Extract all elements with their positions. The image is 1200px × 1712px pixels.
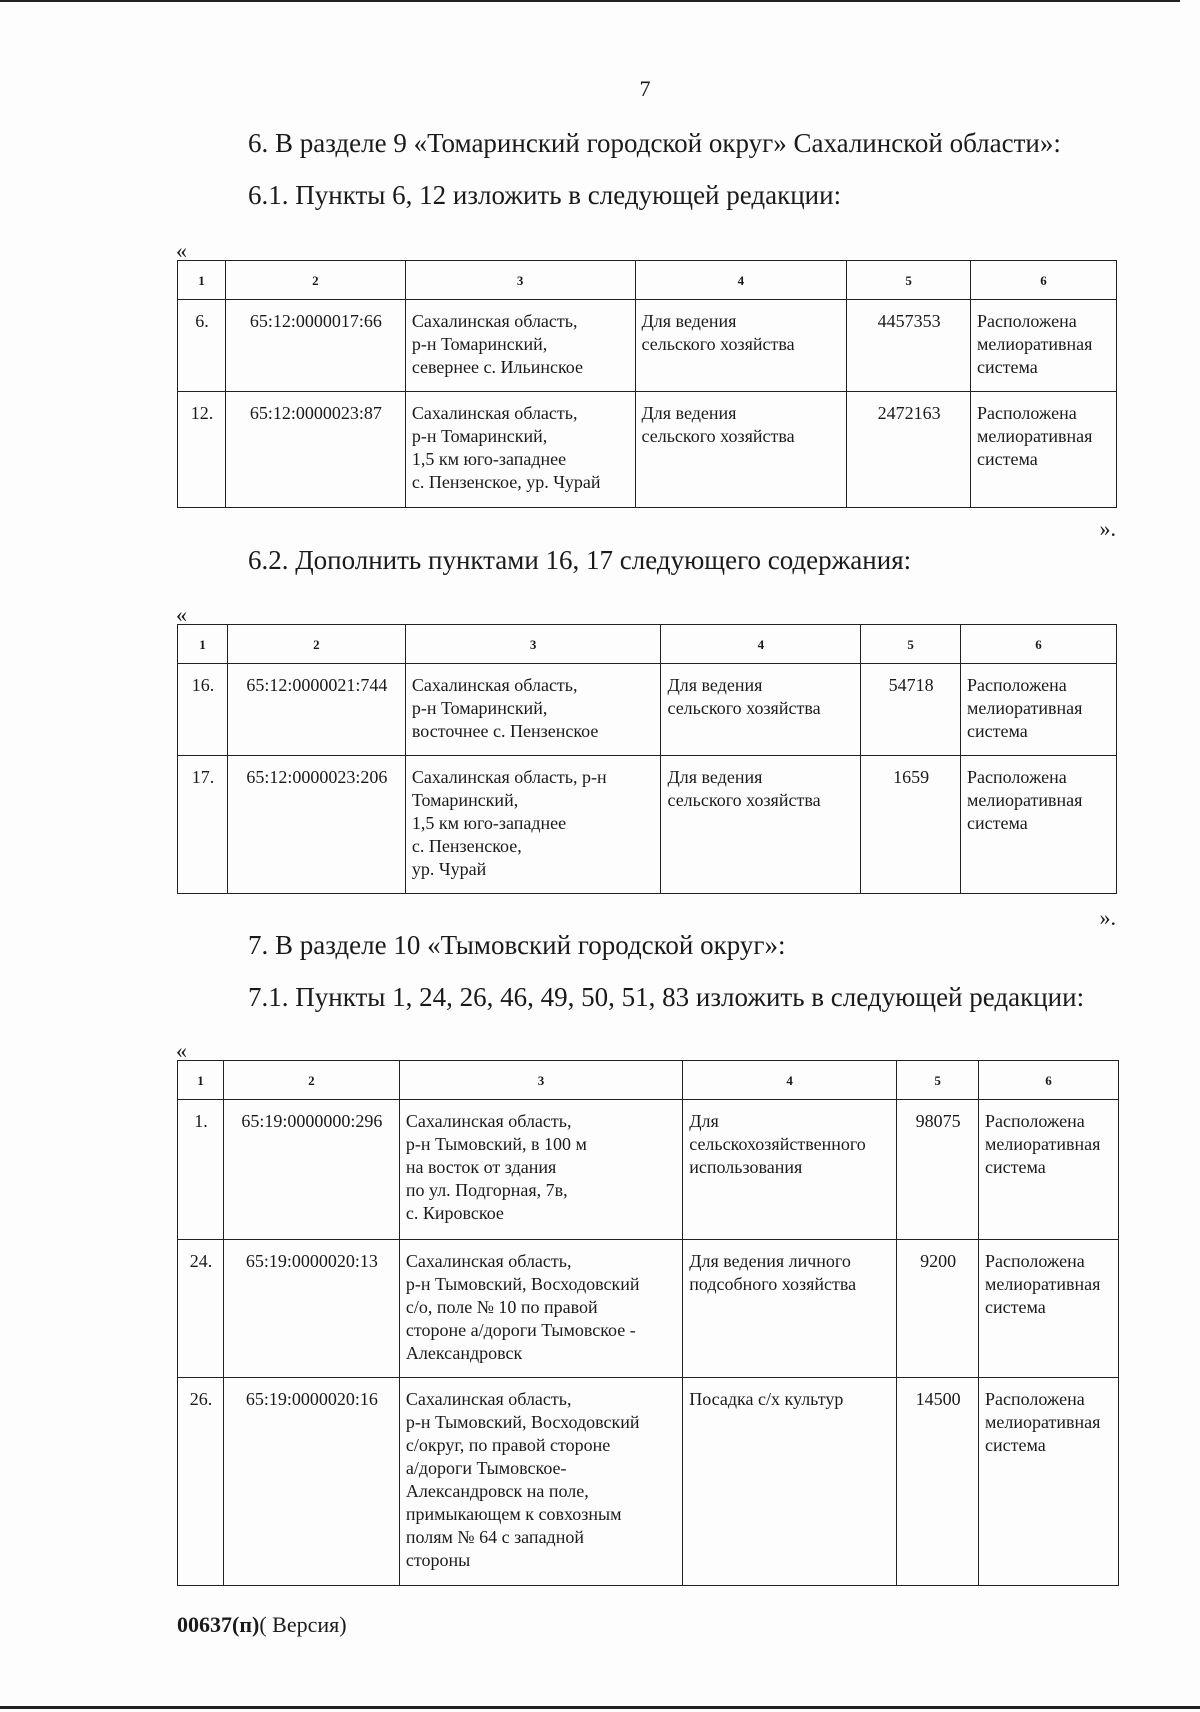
col-header: 3 — [405, 261, 635, 300]
col-header: 2 — [223, 1061, 399, 1100]
col-header: 6 — [979, 1061, 1119, 1100]
table-header-row — [178, 261, 1117, 300]
section-7-heading: 7. В разделе 10 «Тымовский городской округ»: — [248, 930, 786, 960]
cell-cadastral-number: 65:12:0000021:744 — [227, 664, 405, 756]
col-header: 6 — [961, 625, 1117, 664]
quote-open: « — [176, 1038, 187, 1063]
cell-cadastral-number: 65:19:0000000:296 — [223, 1100, 399, 1240]
cell-note: Расположена мелиоративная система — [979, 1378, 1119, 1586]
cell-area: 9200 — [897, 1240, 979, 1378]
cell-number: 1. — [178, 1100, 224, 1240]
col-header: 1 — [178, 625, 228, 664]
document-code: 00637(п) — [177, 1612, 260, 1637]
cell-cadastral-number: 65:19:0000020:16 — [223, 1378, 399, 1586]
cell-address: Сахалинская область, р-н Томаринский, севернее с. Ильинское — [405, 300, 635, 392]
table-7-1 — [177, 1060, 1119, 1586]
cell-note: Расположена мелиоративная система — [979, 1240, 1119, 1378]
cell-number: 6. — [178, 300, 226, 392]
quote-open: « — [176, 602, 187, 627]
cell-purpose: Для ведения сельского хозяйства — [635, 392, 847, 508]
cell-purpose: Для ведения сельского хозяйства — [661, 664, 861, 756]
quote-open: « — [176, 238, 187, 263]
col-header: 6 — [971, 261, 1117, 300]
cell-area: 1659 — [861, 756, 961, 894]
cell-purpose: Посадка с/х культур — [683, 1378, 897, 1586]
table-row — [178, 392, 1117, 508]
subsection-6-1-heading: 6.1. Пункты 6, 12 изложить в следующей редакции: — [248, 180, 842, 210]
table-row — [178, 1240, 1119, 1378]
cell-number: 12. — [178, 392, 226, 508]
col-header: 1 — [178, 1061, 224, 1100]
table-row — [178, 1100, 1119, 1240]
cell-area: 4457353 — [847, 300, 971, 392]
cell-address: Сахалинская область, р-н Тымовский, Восходовский с/о, поле № 10 по правой стороне а/дороги Тымовское - Александровск — [399, 1240, 682, 1378]
subsection-7-1-heading: 7.1. Пункты 1, 24, 26, 46, 49, 50, 51, 83 изложить в следующей редакции: — [248, 982, 1085, 1012]
col-header: 3 — [405, 625, 661, 664]
quote-close: ». — [1099, 516, 1116, 541]
top-border — [0, 0, 1180, 2]
table-header-row — [178, 625, 1117, 664]
col-header: 4 — [635, 261, 847, 300]
cell-address: Сахалинская область, р-н Тымовский, Восходовский с/округ, по правой стороне а/дороги Тымовское- Александровск на поле, примыкающем к совхозным полям № 64 с западной стороны — [399, 1378, 682, 1586]
cell-purpose: Для сельскохозяйственного использования — [683, 1100, 897, 1240]
subsection-6-2-heading: 6.2. Дополнить пунктами 16, 17 следующего содержания: — [248, 545, 912, 575]
cell-note: Расположена мелиоративная система — [971, 300, 1117, 392]
cell-purpose: Для ведения сельского хозяйства — [635, 300, 847, 392]
cell-number: 26. — [178, 1378, 224, 1586]
cell-purpose: Для ведения сельского хозяйства — [661, 756, 861, 894]
col-header: 5 — [861, 625, 961, 664]
col-header: 4 — [683, 1061, 897, 1100]
cell-note: Расположена мелиоративная система — [961, 664, 1117, 756]
cell-area: 14500 — [897, 1378, 979, 1586]
bottom-border — [0, 1706, 1200, 1709]
cell-number: 16. — [178, 664, 228, 756]
col-header: 3 — [399, 1061, 682, 1100]
col-header: 4 — [661, 625, 861, 664]
cell-address: Сахалинская область, р-н Томаринский, 1,5 км юго-западнее с. Пензенское, ур. Чурай — [405, 392, 635, 508]
cell-cadastral-number: 65:12:0000023:206 — [227, 756, 405, 894]
section-6-heading: 6. В разделе 9 «Томаринский городской округ» Сахалинской области»: — [248, 128, 1061, 158]
col-header: 2 — [225, 261, 405, 300]
cell-area: 2472163 — [847, 392, 971, 508]
col-header: 2 — [227, 625, 405, 664]
cell-address: Сахалинская область, р-н Томаринский, 1,5 км юго-западнее с. Пензенское, ур. Чурай — [405, 756, 661, 894]
table-row — [178, 756, 1117, 894]
col-header: 5 — [847, 261, 971, 300]
col-header: 1 — [178, 261, 226, 300]
table-row — [178, 1378, 1119, 1586]
table-header-row — [178, 1061, 1119, 1100]
cell-note: Расположена мелиоративная система — [961, 756, 1117, 894]
cell-area: 54718 — [861, 664, 961, 756]
page-number: 7 — [639, 76, 651, 101]
cell-number: 24. — [178, 1240, 224, 1378]
document-footer — [177, 1612, 347, 1638]
cell-purpose: Для ведения личного подсобного хозяйства — [683, 1240, 897, 1378]
cell-number: 17. — [178, 756, 228, 894]
table-row — [178, 664, 1117, 756]
col-header: 5 — [897, 1061, 979, 1100]
cell-address: Сахалинская область, р-н Томаринский, восточнее с. Пензенское — [405, 664, 661, 756]
document-version: ( Версия) — [259, 1612, 347, 1637]
quote-close: ». — [1099, 905, 1116, 930]
cell-cadastral-number: 65:19:0000020:13 — [223, 1240, 399, 1378]
cell-cadastral-number: 65:12:0000017:66 — [225, 300, 405, 392]
cell-area: 98075 — [897, 1100, 979, 1240]
table-row — [178, 300, 1117, 392]
table-6-2 — [177, 624, 1117, 894]
cell-cadastral-number: 65:12:0000023:87 — [225, 392, 405, 508]
table-6-1 — [177, 260, 1117, 508]
cell-address: Сахалинская область, р-н Тымовский, в 100 м на восток от здания по ул. Подгорная, 7в, с. Кировское — [399, 1100, 682, 1240]
cell-note: Расположена мелиоративная система — [971, 392, 1117, 508]
cell-note: Расположена мелиоративная система — [979, 1100, 1119, 1240]
